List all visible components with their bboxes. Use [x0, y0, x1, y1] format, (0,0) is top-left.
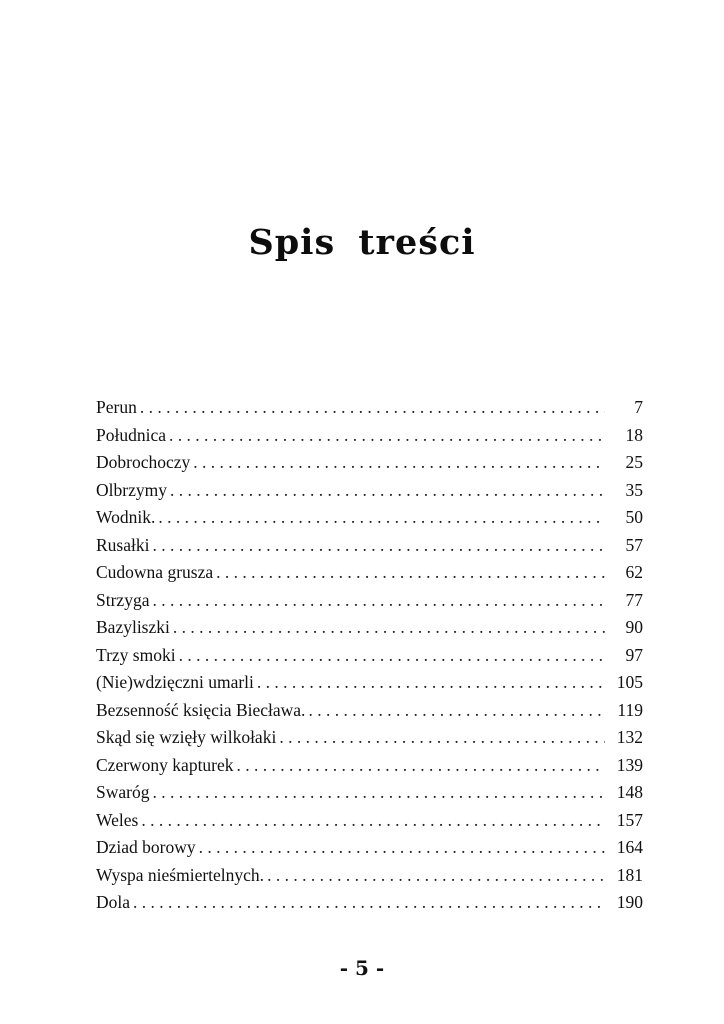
toc-leader-dots — [199, 834, 605, 862]
toc-entry — [96, 642, 643, 670]
toc-entry-title: Dziad borowy — [96, 837, 196, 857]
toc-leader-dots — [179, 642, 605, 670]
toc-entry — [96, 669, 643, 697]
toc-leader-dots — [279, 724, 605, 752]
toc-entry-title: Swaróg — [96, 782, 150, 802]
toc-entry-title: Olbrzymy — [96, 479, 167, 500]
toc-entry-page: 18 — [625, 424, 643, 445]
toc-leader-dots — [308, 697, 605, 725]
toc-leader-dots — [237, 752, 605, 780]
toc-entry — [96, 697, 643, 725]
toc-entry — [96, 862, 643, 890]
toc-entry-page: 62 — [625, 562, 643, 582]
toc-entry-page: 157 — [616, 809, 643, 830]
toc-entry-page: 105 — [616, 672, 643, 692]
toc-entry — [96, 889, 643, 917]
toc-entry-page: 25 — [625, 452, 643, 472]
toc-entry — [96, 614, 643, 642]
toc-entry-page: 7 — [634, 397, 643, 417]
toc-entry-page: 181 — [616, 864, 643, 885]
toc-entry-page: 132 — [616, 727, 643, 747]
toc-entry — [96, 807, 643, 835]
toc-entry-title: Skąd się wzięły wilkołaki — [96, 727, 277, 747]
toc-entry — [96, 422, 643, 450]
toc-entry-title: Wyspa nieśmiertelnych. — [96, 864, 265, 885]
page-number: - 5 - — [339, 956, 385, 980]
toc-leader-dots — [169, 422, 605, 450]
toc-entry-title: Południca — [96, 424, 166, 445]
toc-leader-dots — [141, 807, 605, 835]
toc-entry — [96, 449, 643, 477]
toc-entry-title: Strzyga — [96, 589, 150, 610]
toc-entry — [96, 779, 643, 807]
toc-leader-dots — [140, 394, 605, 422]
toc-leader-dots — [257, 669, 605, 697]
toc-entry-page: 119 — [617, 699, 643, 720]
toc-entry-page: 190 — [616, 892, 643, 912]
toc-entry-title: Dobrochoczy — [96, 452, 191, 472]
toc-entry-page: 148 — [616, 782, 643, 802]
toc-leader-dots — [193, 449, 605, 477]
toc-entry-page: 90 — [625, 617, 643, 637]
toc-entry-title: Czerwony kapturek — [96, 754, 234, 775]
toc-leader-dots — [133, 889, 605, 917]
table-of-contents — [96, 394, 643, 917]
toc-leader-dots — [152, 587, 605, 615]
toc-entry-page: 164 — [616, 837, 643, 857]
toc-entry-title: Trzy smoki — [96, 644, 176, 665]
toc-entry — [96, 477, 643, 505]
toc-entry-title: Perun — [96, 397, 137, 417]
toc-entry-title: Dola — [96, 892, 131, 912]
toc-entry-title: Weles — [96, 809, 139, 830]
toc-entry-page: 139 — [616, 754, 643, 775]
toc-leader-dots — [173, 614, 605, 642]
toc-entry — [96, 724, 643, 752]
toc-leader-dots — [267, 862, 605, 890]
toc-entry-page: 57 — [625, 534, 643, 555]
toc-entry-page: 35 — [625, 479, 643, 500]
toc-entry-title: Cudowna grusza — [96, 562, 214, 582]
toc-entry — [96, 834, 643, 862]
toc-entry — [96, 394, 643, 422]
toc-leader-dots — [152, 532, 605, 560]
toc-entry-title: Bazyliszki — [96, 617, 170, 637]
page-title: Spis treści — [248, 222, 476, 263]
toc-entry-title: Wodnik. — [96, 507, 156, 527]
toc-leader-dots — [152, 779, 605, 807]
toc-entry-page: 77 — [625, 589, 643, 610]
toc-entry-title: Rusałki — [96, 534, 150, 555]
toc-entry — [96, 587, 643, 615]
toc-entry-title: Bezsenność księcia Biecława. — [96, 699, 306, 720]
toc-entry — [96, 532, 643, 560]
toc-entry — [96, 559, 643, 587]
toc-leader-dots — [216, 559, 605, 587]
toc-leader-dots — [158, 504, 605, 532]
toc-entry — [96, 504, 643, 532]
toc-entry-page: 50 — [625, 507, 643, 527]
toc-entry-title: (Nie)wdzięczni umarli — [96, 672, 254, 692]
toc-entry — [96, 752, 643, 780]
toc-entry-page: 97 — [625, 644, 643, 665]
toc-leader-dots — [170, 477, 605, 505]
